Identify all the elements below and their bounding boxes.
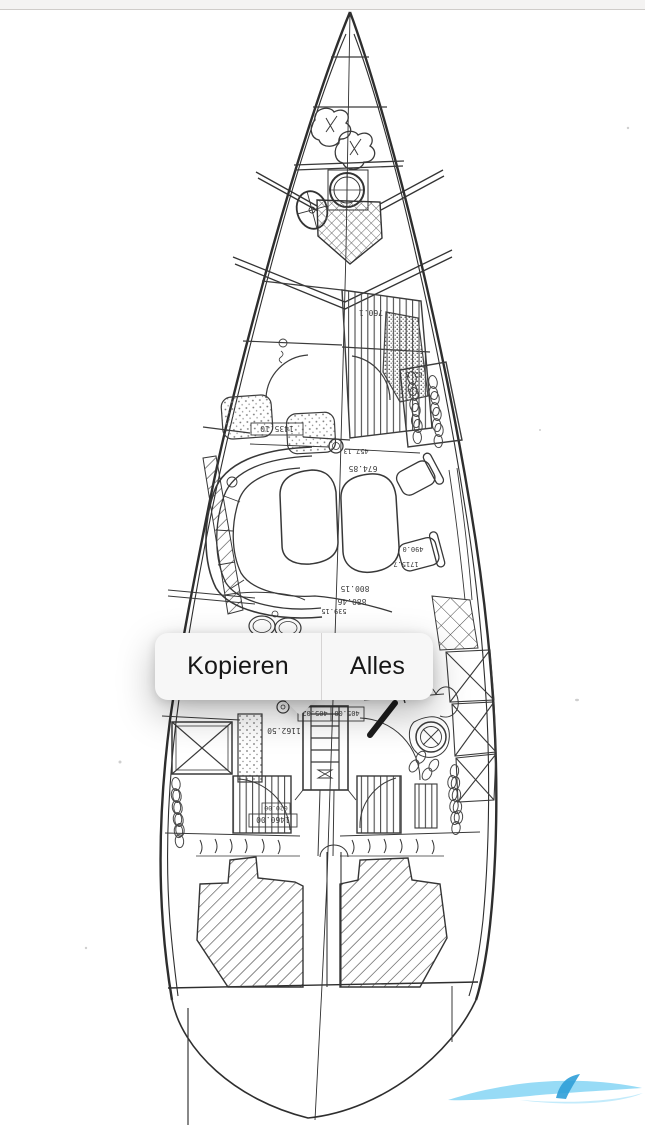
stern-section <box>188 986 452 1125</box>
toilet <box>409 717 449 758</box>
bedding-pleats <box>196 839 444 856</box>
dim-label: 1435.10 <box>260 424 294 433</box>
saloon-section <box>168 439 472 618</box>
dim-label: 62.5 <box>405 370 423 378</box>
double-berth-port <box>197 857 303 987</box>
copy-button[interactable]: Kopieren <box>155 633 322 700</box>
midship-section <box>165 701 480 856</box>
dim-label: 405.00 <box>334 709 360 717</box>
wave-logo <box>448 1074 643 1104</box>
x-locker <box>172 722 232 774</box>
companionway-stairs <box>295 706 356 800</box>
door-swing-arc <box>266 355 308 398</box>
dim-label: 1715.7 <box>393 560 419 568</box>
double-berth-starboard <box>340 858 447 987</box>
dim-label: 405.02 <box>302 709 328 717</box>
select-all-button[interactable]: Alles <box>349 652 406 680</box>
status-bar-strip <box>0 0 645 10</box>
dotted-locker <box>238 714 262 782</box>
context-menu <box>155 633 433 700</box>
saloon-table <box>341 474 399 572</box>
gunwale-hatch-band <box>203 456 243 614</box>
anchor-symbol <box>311 108 350 146</box>
aft-berths-section <box>196 839 447 987</box>
dim-label: 760.1 <box>358 308 384 317</box>
dim-label: 457.13 <box>343 447 369 455</box>
chair <box>392 452 445 502</box>
dim-label: 490.0 <box>402 545 424 553</box>
dim-label: 020.00 <box>264 804 288 812</box>
dim-label: 674.85 <box>348 464 378 473</box>
dim-label: 800.15 <box>340 584 370 593</box>
dim-label: 539.15 <box>321 607 347 615</box>
crosshatch-panel <box>432 596 478 650</box>
foredeck-section <box>233 170 452 309</box>
saloon-table <box>280 470 338 564</box>
dim-label: 1162.50 <box>267 726 301 735</box>
aft-cabin-berth <box>357 776 401 833</box>
dim-label: 880.46 <box>337 597 367 606</box>
chain-locker <box>317 200 382 264</box>
dim-label: 1460.00 <box>256 815 290 824</box>
boat-plan-image[interactable] <box>0 10 645 1125</box>
